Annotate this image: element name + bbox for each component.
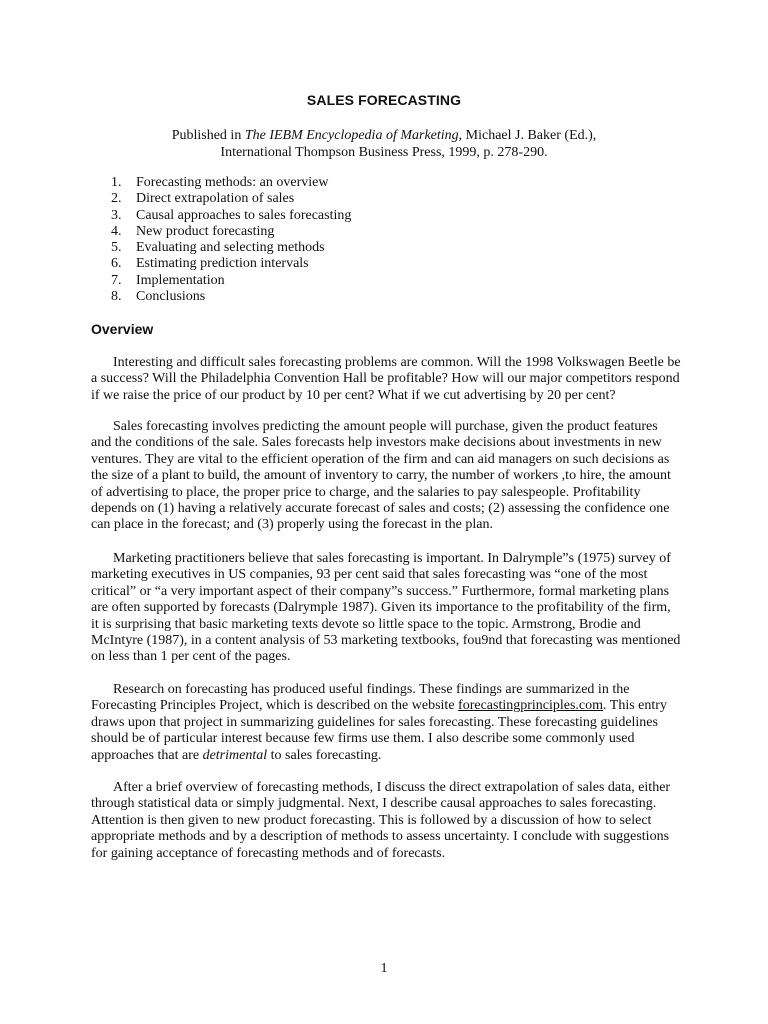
paragraph-4 bbox=[91, 682, 681, 764]
toc-item-label: Forecasting methods: an overview bbox=[136, 175, 329, 190]
table-of-contents bbox=[111, 175, 351, 305]
paragraph-4-emphasis: detrimental bbox=[202, 747, 268, 763]
page-number: 1 bbox=[380, 961, 388, 976]
toc-item-number: 6. bbox=[111, 256, 122, 272]
publication-line-2: International Thompson Business Press, 1999, p. 278-290. bbox=[220, 145, 548, 160]
toc-item bbox=[111, 240, 351, 256]
paragraph-4-text-c: to sales forecasting. bbox=[267, 747, 382, 763]
paragraph-4-text-a: Research on forecasting has produced useful findings. These findings are summarized in the Forecasting Principles Project, which is described on the website bbox=[91, 682, 630, 714]
toc-item bbox=[111, 208, 351, 224]
toc-item-label: New product forecasting bbox=[136, 223, 275, 239]
toc-item bbox=[111, 224, 351, 240]
toc-item-label: Direct extrapolation of sales bbox=[136, 191, 295, 207]
toc-item-number: 3. bbox=[111, 207, 122, 223]
publication-journal: The IEBM Encyclopedia of Marketing bbox=[244, 128, 459, 143]
toc-item-number: 5. bbox=[111, 240, 122, 256]
toc-item bbox=[111, 289, 351, 305]
paragraph-4-text-b: . This entry draws upon that project in summarizing guidelines for sales forecasting. These forecasting guidelines should be of particular interest because few firms use them. I also describe some commonly used approaches that are bbox=[91, 698, 667, 763]
toc-item bbox=[111, 256, 351, 272]
toc-item-label: Conclusions bbox=[136, 289, 206, 305]
publication-suffix: , Michael J. Baker (Ed.), bbox=[458, 128, 597, 143]
page-title: SALES FORECASTING bbox=[306, 92, 462, 108]
paragraph-2: Sales forecasting involves predicting the amount people will purchase, given the product features and the conditions of the sale. Sales forecasts help investors make decisions about investments in new ventures. They are vital to the efficient operation of the firm and can aid managers on such decisions as the size of a plant to build, the amount of inventory to carry, the number of workers ,to hire, the amount of advertising to place, the proper price to charge, and the salaries to pay salespeople. Profitability depends on (1) having a relatively accurate forecast of sales and costs; (2) assessing the confidence one can place in the forecast; and (3) properly using the forecast in the plan. bbox=[91, 419, 671, 533]
toc-item-label: Estimating prediction intervals bbox=[136, 256, 309, 272]
toc-item-number: 2. bbox=[111, 191, 122, 207]
toc-item-number: 7. bbox=[111, 272, 122, 288]
section-heading-overview: Overview bbox=[91, 321, 154, 337]
toc-item bbox=[111, 191, 351, 207]
publication-line-1 bbox=[0, 127, 768, 144]
website-link[interactable]: forecastingprinciples.com bbox=[458, 698, 604, 714]
toc-item-label: Evaluating and selecting methods bbox=[136, 240, 325, 256]
toc-item-number: 8. bbox=[111, 289, 122, 305]
toc-item bbox=[111, 175, 351, 191]
toc-item-number: 4. bbox=[111, 223, 122, 239]
paragraph-5: After a brief overview of forecasting methods, I discuss the direct extrapolation of sales data, either through statistical data or simply judgmental. Next, I describe causal approaches to sales forecasting. Attention is then given to new product forecasting. This is followed by a discussion of how to select appropriate methods and by a description of methods to assess uncertainty. I conclude with suggestions for gaining acceptance of forecasting methods and of forecasts. bbox=[91, 780, 671, 861]
paragraph-1: Interesting and difficult sales forecasting problems are common. Will the 1998 Volkswagen Beetle be a success? Will the Philadelphia Convention Hall be profitable? How will our major competitors respond if we raise the price of our product by 10 per cent? What if we cut advertising by 20 per cent? bbox=[91, 355, 681, 403]
publication-prefix: Published in bbox=[171, 128, 245, 143]
toc-item-number: 1. bbox=[111, 175, 122, 190]
toc-item-label: Causal approaches to sales forecasting bbox=[136, 207, 352, 223]
toc-item bbox=[111, 273, 351, 289]
paragraph-3: Marketing practitioners believe that sales forecasting is important. In Dalrymple”s (1975) survey of marketing executives in US companies, 93 per cent said that sales forecasting was “one of the most critical” or “a very important aspect of their company”s success.” Furthermore, formal marketing plans are often supported by forecasts (Dalrymple 1987). Given its importance to the profitability of the firm, it is surprising that basic marketing texts devote so little space to the topic. Armstrong, Brodie and McIntyre (1987), in a content analysis of 53 marketing textbooks, fou9nd that forecasting was mentioned on less than 1 per cent of the pages. bbox=[91, 551, 681, 665]
toc-item-label: Implementation bbox=[136, 272, 225, 288]
